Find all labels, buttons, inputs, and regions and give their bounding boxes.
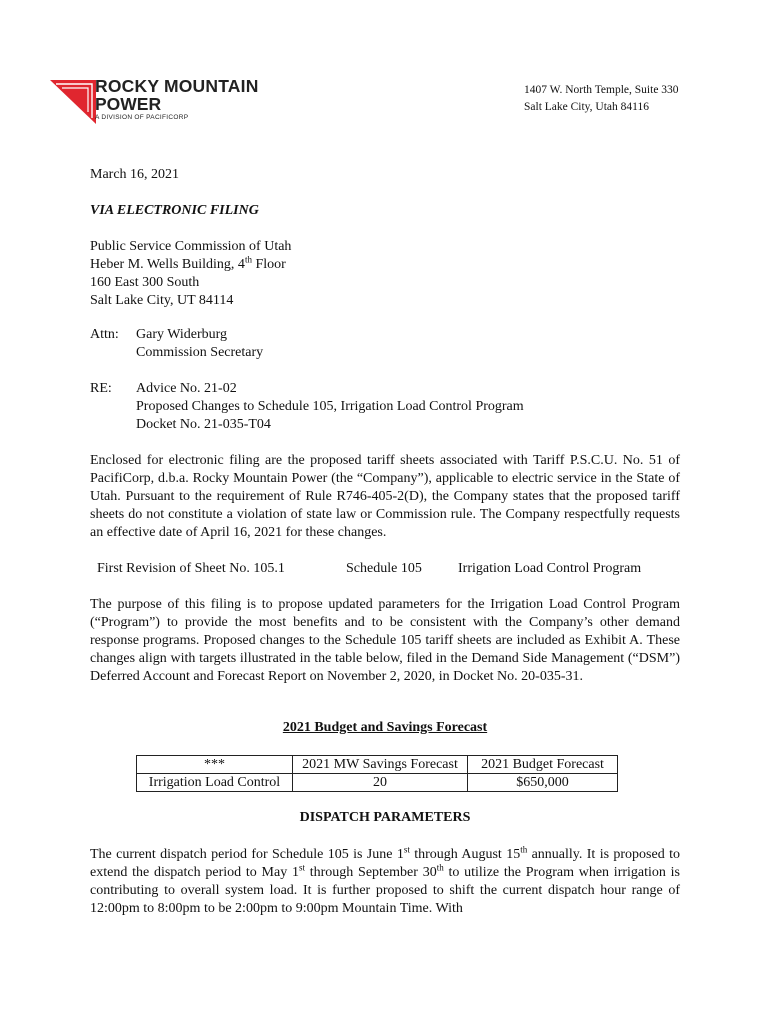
sheet-program: Irrigation Load Control Program: [458, 561, 642, 576]
re-block: [136, 380, 524, 434]
logo-company-line1: ROCKY MOUNTAIN: [95, 76, 259, 96]
recipient-line4: Salt Lake City, UT 84114: [90, 293, 234, 308]
re-line2: Proposed Changes to Schedule 105, Irrigation Load Control Program: [136, 399, 524, 414]
company-address: [524, 82, 679, 116]
attn-block: [136, 326, 263, 362]
paragraph-purpose: The purpose of this filing is to propose updated parameters for the Irrigation Load Control Program (“Program”) to provide the most benefits and to be consistent with the Company’s other demand response programs. Proposed changes to the Schedule 105 tariff sheets are included as Exhibit A. These changes align with targets illustrated in the table below, filed in the Demand Side Management (“DSM”) Deferred Account and Forecast Report on November 2, 2020, in Docket No. 20-035-31.: [90, 597, 680, 684]
table-header-row: [137, 756, 618, 774]
table-cell: $650,000: [468, 774, 618, 792]
address-line2: Salt Lake City, Utah 84116: [524, 101, 649, 113]
re-line1: Advice No. 21-02: [136, 381, 237, 396]
table-header-cell: 2021 MW Savings Forecast: [293, 756, 468, 774]
company-logo: [50, 74, 310, 130]
table-cell: 20: [293, 774, 468, 792]
table-cell: Irrigation Load Control: [137, 774, 293, 792]
logo-triangle-icon: [50, 78, 98, 126]
recipient-line2: Heber M. Wells Building, 4th Floor: [90, 254, 286, 272]
recipient-address: [90, 238, 291, 310]
logo-company-line3: A DIVISION OF PACIFICORP: [95, 114, 189, 121]
address-line1: 1407 W. North Temple, Suite 330: [524, 84, 679, 96]
recipient-line3: 160 East 300 South: [90, 275, 200, 290]
recipient-line1: Public Service Commission of Utah: [90, 239, 292, 254]
logo-company-line2: POWER: [95, 94, 162, 114]
delivery-method: VIA ELECTRONIC FILING: [90, 203, 259, 218]
section-heading: DISPATCH PARAMETERS: [299, 810, 471, 825]
letter-date: March 16, 2021: [90, 167, 180, 182]
attn-title: Commission Secretary: [136, 345, 264, 360]
sheet-name: First Revision of Sheet No. 105.1: [97, 561, 285, 576]
paragraph-dispatch: The current dispatch period for Schedule 105 is June 1st through August 15th annually. It is proposed to extend the dispatch period to May 1st through September 30th to utilize the Program when irrigation is contributing to overall system load. It is further proposed to shift the current dispatch hour range of 12:00pm to 8:00pm to be 2:00pm to 9:00pm Mountain Time. With: [90, 844, 681, 916]
forecast-table: [136, 755, 618, 792]
attn-label: Attn:: [90, 327, 119, 342]
table-header-cell: 2021 Budget Forecast: [468, 756, 618, 774]
paragraph-enclosure: Enclosed for electronic filing are the proposed tariff sheets associated with Tariff P.S.C.U. No. 51 of PacifiCorp, d.b.a. Rocky Mountain Power (the “Company”), applicable to electric service in the State of Utah. Pursuant to the requirement of Rule R746-405-2(D), the Company states that the proposed tariff sheets do not constitute a violation of state law or Commission rule. The Company respectfully requests an effective date of April 16, 2021 for these changes.: [90, 453, 680, 540]
table-row: [137, 774, 618, 792]
sheet-schedule: Schedule 105: [346, 561, 422, 576]
table-header-cell: ***: [137, 756, 293, 774]
table-title: 2021 Budget and Savings Forecast: [282, 720, 488, 735]
re-line3: Docket No. 21-035-T04: [136, 417, 271, 432]
attn-name: Gary Widerburg: [136, 327, 228, 342]
re-label: RE:: [90, 381, 112, 396]
